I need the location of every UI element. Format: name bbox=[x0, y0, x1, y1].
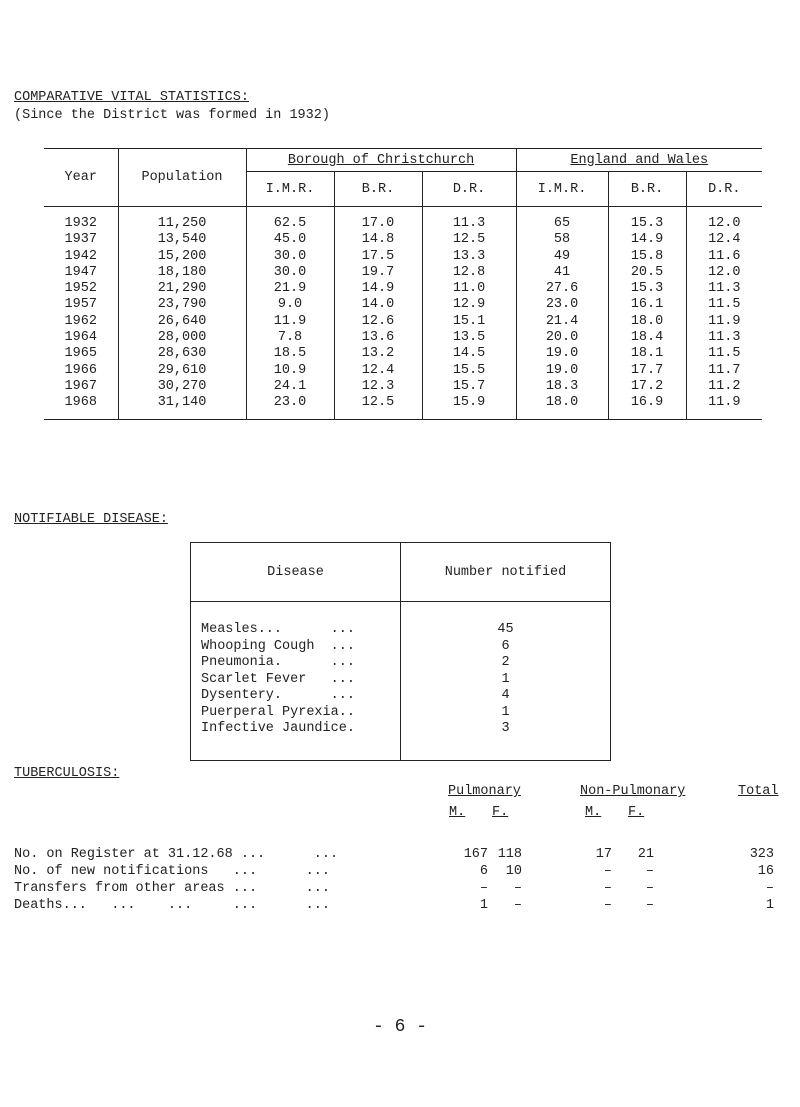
non-pulmonary-female-value: – bbox=[645, 898, 654, 913]
non-pulmonary-male-value: – bbox=[603, 881, 612, 896]
table-cell: 30,270 bbox=[118, 379, 246, 395]
tuberculosis-heading: TUBERCULOSIS: bbox=[14, 766, 120, 781]
col-borough-dr: D.R. bbox=[422, 172, 516, 207]
table-cell: 28,630 bbox=[118, 346, 246, 362]
table-cell: 18.0 bbox=[516, 395, 608, 419]
table-cell: 1968 bbox=[44, 395, 118, 419]
table-cell: 30.0 bbox=[246, 249, 334, 265]
row-label: Transfers from other areas ... ... bbox=[14, 881, 330, 896]
table-row bbox=[44, 281, 762, 297]
table-cell: 17.0 bbox=[334, 207, 422, 233]
table-cell: 1937 bbox=[44, 232, 118, 248]
table-row bbox=[44, 346, 762, 362]
notifiable-heading: NOTIFIABLE DISEASE: bbox=[14, 512, 168, 527]
list-item bbox=[191, 639, 611, 656]
table-cell: 12.0 bbox=[708, 216, 741, 231]
table-cell: 15,200 bbox=[118, 249, 246, 265]
table-cell: 9.0 bbox=[246, 297, 334, 313]
table-cell: 13.2 bbox=[334, 346, 422, 362]
total-value: – bbox=[765, 881, 774, 896]
list-item bbox=[191, 688, 611, 705]
non-pulmonary-male-value: – bbox=[603, 864, 612, 879]
table-row bbox=[44, 249, 762, 265]
table-row bbox=[44, 379, 762, 395]
table-row bbox=[44, 297, 762, 313]
table-cell: 20.5 bbox=[608, 265, 686, 281]
table-cell: 45.0 bbox=[246, 232, 334, 248]
pulmonary-female-value: 118 bbox=[497, 847, 522, 862]
disease-name: Puerperal Pyrexia.. bbox=[201, 704, 355, 720]
table-cell: 23.0 bbox=[516, 297, 608, 313]
disease-count: 6 bbox=[401, 639, 611, 656]
col-year: Year bbox=[44, 149, 118, 207]
table-cell: 11.3 bbox=[708, 281, 741, 297]
table-row bbox=[44, 330, 762, 346]
non-pulmonary-male-header: M. bbox=[585, 805, 602, 820]
disease-count: 45 bbox=[401, 602, 611, 639]
table-cell: 11.9 bbox=[246, 314, 334, 330]
disease-count: 1 bbox=[401, 672, 611, 689]
total-header: Total bbox=[738, 784, 779, 799]
table-cell: 1962 bbox=[44, 314, 118, 330]
table-cell: 17.5 bbox=[334, 249, 422, 265]
non-pulmonary-male-value: 17 bbox=[595, 847, 612, 862]
list-item bbox=[191, 672, 611, 689]
table-cell: 14.9 bbox=[608, 232, 686, 248]
table-cell: 31,140 bbox=[118, 395, 246, 419]
table-cell: 11.7 bbox=[708, 362, 741, 378]
disease-name: Pneumonia. ... bbox=[201, 655, 355, 670]
table-cell: 21.4 bbox=[516, 314, 608, 330]
table-cell: 17.7 bbox=[608, 363, 686, 379]
table-cell: 11.2 bbox=[708, 378, 741, 394]
table-cell: 49 bbox=[516, 249, 608, 265]
table-cell: 19.0 bbox=[516, 363, 608, 379]
pulmonary-female-value: – bbox=[513, 898, 522, 913]
table-cell: 16.1 bbox=[608, 297, 686, 313]
table-cell: 11.9 bbox=[686, 395, 762, 419]
table-cell: 15.7 bbox=[422, 379, 516, 395]
table-cell: 29,610 bbox=[118, 363, 246, 379]
table-cell: 15.9 bbox=[422, 395, 516, 419]
non-pulmonary-female-header: F. bbox=[628, 805, 645, 820]
table-row bbox=[14, 881, 774, 899]
table-row bbox=[44, 363, 762, 379]
disease-count: 2 bbox=[401, 655, 611, 672]
table-cell: 18.5 bbox=[246, 346, 334, 362]
pulmonary-female-header: F. bbox=[492, 805, 509, 820]
table-cell: 11.0 bbox=[422, 281, 516, 297]
table-cell: 18,180 bbox=[118, 265, 246, 281]
table-cell: 21,290 bbox=[118, 281, 246, 297]
table-cell: 11.3 bbox=[708, 330, 741, 346]
col-england-imr: I.M.R. bbox=[516, 172, 608, 207]
table-row bbox=[44, 395, 762, 419]
total-value: 16 bbox=[757, 864, 774, 879]
table-cell: 20.0 bbox=[516, 330, 608, 346]
list-item bbox=[191, 602, 611, 639]
table-cell: 12.5 bbox=[422, 232, 516, 248]
table-cell: 10.9 bbox=[246, 363, 334, 379]
table-cell: 14.0 bbox=[334, 297, 422, 313]
table-row bbox=[14, 898, 774, 916]
col-england-dr: D.R. bbox=[686, 172, 762, 207]
table-cell: 1942 bbox=[44, 249, 118, 265]
disease-count: 3 bbox=[401, 721, 611, 760]
table-cell: 12.9 bbox=[422, 297, 516, 313]
list-item bbox=[191, 721, 611, 760]
table-cell: 18.0 bbox=[608, 314, 686, 330]
table-cell: 1932 bbox=[44, 207, 118, 233]
table-cell: 1957 bbox=[44, 297, 118, 313]
table-cell: 18.1 bbox=[608, 346, 686, 362]
vital-statistics-table bbox=[44, 148, 762, 420]
disease-name: Dysentery. ... bbox=[201, 688, 355, 703]
table-row bbox=[44, 265, 762, 281]
table-cell: 7.8 bbox=[246, 330, 334, 346]
total-value: 1 bbox=[765, 898, 774, 913]
table-cell: 1964 bbox=[44, 330, 118, 346]
non-pulmonary-header: Non-Pulmonary bbox=[580, 784, 686, 799]
table-cell: 11,250 bbox=[118, 207, 246, 233]
table-cell: 12.3 bbox=[334, 379, 422, 395]
table-cell: 62.5 bbox=[246, 207, 334, 233]
col-disease: Disease bbox=[191, 543, 401, 602]
table-cell: 27.6 bbox=[516, 281, 608, 297]
disease-name: Measles... ... bbox=[201, 622, 355, 637]
pulmonary-male-value: 167 bbox=[463, 847, 488, 862]
table-row bbox=[44, 207, 762, 233]
table-cell: 16.9 bbox=[608, 395, 686, 419]
list-item bbox=[191, 655, 611, 672]
disease-table bbox=[190, 542, 611, 761]
table-cell: 17.2 bbox=[608, 379, 686, 395]
pulmonary-female-value: – bbox=[513, 881, 522, 896]
table-cell: 12.4 bbox=[334, 363, 422, 379]
page-number: - 6 - bbox=[372, 1017, 427, 1037]
table-cell: 11.9 bbox=[708, 313, 741, 329]
table-cell: 14.8 bbox=[334, 232, 422, 248]
disease-count: 4 bbox=[401, 688, 611, 705]
table-cell: 11.3 bbox=[422, 207, 516, 233]
table-cell: 23,790 bbox=[118, 297, 246, 313]
table-cell: 12.5 bbox=[334, 395, 422, 419]
table-cell: 11.5 bbox=[708, 297, 741, 313]
table-row bbox=[44, 232, 762, 248]
disease-name: Whooping Cough ... bbox=[201, 638, 355, 654]
col-population: Population bbox=[118, 149, 246, 207]
pulmonary-female-value: 10 bbox=[505, 864, 522, 879]
table-cell: 1947 bbox=[44, 265, 118, 281]
table-cell: 41 bbox=[516, 265, 608, 281]
table-row bbox=[14, 864, 774, 882]
table-cell: 13.5 bbox=[422, 330, 516, 346]
disease-name: Infective Jaundice. bbox=[201, 721, 355, 736]
table-cell: 65 bbox=[516, 207, 608, 233]
col-borough-br: B.R. bbox=[334, 172, 422, 207]
pulmonary-male-header: M. bbox=[449, 805, 466, 820]
disease-name: Scarlet Fever ... bbox=[201, 671, 355, 687]
table-cell: 18.4 bbox=[608, 330, 686, 346]
row-label: No. of new notifications ... ... bbox=[14, 864, 330, 879]
table-cell: 19.7 bbox=[334, 265, 422, 281]
table-cell: 11.6 bbox=[708, 248, 741, 264]
table-cell: 1966 bbox=[44, 363, 118, 379]
table-cell: 19.0 bbox=[516, 346, 608, 362]
table-cell: 21.9 bbox=[246, 281, 334, 297]
pulmonary-male-value: 6 bbox=[479, 864, 488, 879]
table-cell: 15.8 bbox=[608, 249, 686, 265]
table-cell: 18.3 bbox=[516, 379, 608, 395]
table-cell: 15.5 bbox=[422, 363, 516, 379]
table-cell: 12.8 bbox=[422, 265, 516, 281]
table-cell: 26,640 bbox=[118, 314, 246, 330]
table-cell: 30.0 bbox=[246, 265, 334, 281]
table-cell: 1952 bbox=[44, 281, 118, 297]
row-label: No. on Register at 31.12.68 ... ... bbox=[14, 847, 339, 862]
group-borough: Borough of Christchurch bbox=[246, 149, 516, 172]
table-cell: 12.6 bbox=[334, 314, 422, 330]
table-row bbox=[14, 847, 774, 865]
list-item bbox=[191, 705, 611, 722]
group-england: England and Wales bbox=[516, 149, 762, 172]
page-title: COMPARATIVE VITAL STATISTICS: bbox=[14, 90, 249, 105]
table-cell: 24.1 bbox=[246, 379, 334, 395]
table-cell: 23.0 bbox=[246, 395, 334, 419]
col-number-notified: Number notified bbox=[401, 543, 611, 602]
non-pulmonary-female-value: 21 bbox=[637, 847, 654, 862]
table-cell: 28,000 bbox=[118, 330, 246, 346]
table-cell: 12.4 bbox=[708, 232, 741, 248]
total-value: 323 bbox=[749, 847, 774, 862]
table-cell: 15.1 bbox=[422, 314, 516, 330]
non-pulmonary-female-value: – bbox=[645, 864, 654, 879]
table-cell: 13.6 bbox=[334, 330, 422, 346]
row-label: Deaths... ... ... ... ... bbox=[14, 898, 330, 913]
disease-count: 1 bbox=[401, 705, 611, 722]
table-cell: 15.3 bbox=[608, 207, 686, 233]
table-cell: 14.5 bbox=[422, 346, 516, 362]
table-row bbox=[44, 314, 762, 330]
table-cell: 1965 bbox=[44, 346, 118, 362]
non-pulmonary-male-value: – bbox=[603, 898, 612, 913]
pulmonary-header: Pulmonary bbox=[448, 784, 521, 799]
table-cell: 58 bbox=[516, 232, 608, 248]
table-cell: 12.0 bbox=[708, 264, 741, 280]
non-pulmonary-female-value: – bbox=[645, 881, 654, 896]
page-subtitle: (Since the District was formed in 1932) bbox=[14, 108, 330, 123]
table-cell: 13.3 bbox=[422, 249, 516, 265]
col-borough-imr: I.M.R. bbox=[246, 172, 334, 207]
col-england-br: B.R. bbox=[608, 172, 686, 207]
pulmonary-male-value: 1 bbox=[479, 898, 488, 913]
table-cell: 14.9 bbox=[334, 281, 422, 297]
table-cell: 13,540 bbox=[118, 232, 246, 248]
table-cell: 1967 bbox=[44, 379, 118, 395]
table-cell: 15.3 bbox=[608, 281, 686, 297]
pulmonary-male-value: – bbox=[479, 881, 488, 896]
table-cell: 11.5 bbox=[708, 346, 741, 362]
